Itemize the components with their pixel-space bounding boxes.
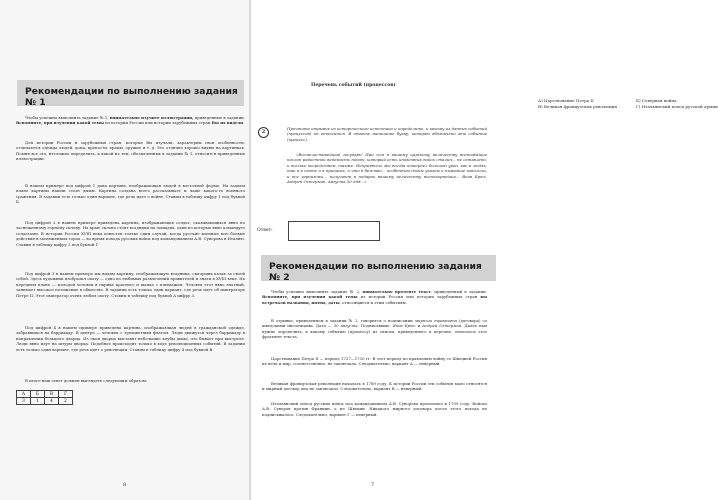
page-number-left: 8 xyxy=(123,482,127,488)
heading-band-task-1 xyxy=(17,80,244,106)
paragraph-treaty: В отрывке, приведенном в задании № 2, говорится о подписании мирного трактата (договора) со шведскими иноземцами. Дата — 30 августа. Подписавшие: Яков Брюс и Андрей Остерман. Далее нам нужно определить, к какому событию (процессу) из списка, приведенного в перечне, относится этот фрагмент текста. xyxy=(262,318,488,340)
table-value-cell: 4 xyxy=(45,398,59,405)
paragraph-answer-intro: В итоге наш ответ должен выглядеть следующим образом: xyxy=(25,378,148,383)
table-value-cell: 1 xyxy=(31,398,45,405)
table-header-cell: Г xyxy=(59,391,73,398)
table-header-cell: В xyxy=(45,391,59,398)
heading-band-task-2 xyxy=(261,255,496,281)
paragraph-option-c: Великая французская революция началась в 1789 году. К истории России эти события мало относятся и мирный договор она не заключала. Следовательно, вариант В — неверный. xyxy=(262,381,487,392)
left-page xyxy=(0,0,250,500)
paragraph-features: Для истории России и зарубежных стран, которые Вы изучали, характерны свои особенности: отличаются одежда людей, дома, крепости, храмы, оружие и т. д. Это отлично хорошо видны на картинках. Помня все это, несложно определить, к какой из тем, обозначенных в задании № 1, относится приведенные иллюстрации. xyxy=(16,140,245,162)
paragraph-image-4: Под цифрой 4 в нашем примере приведена картина, изображающая людей в гражданской одежде, забравшихся на баррикаду. В центре — человек с трехцветным флагом. Люди движутся через баррикаду в направлении большого дворца. Из окон дворца выставят небольшие клубы дыма, что бывает при выстреле. Люди явно идут на штурм дворца. Подобное происходит только в ходе революционных событий. В задании есть только один вариант, где речь идет о революции. Ставим в таблицу цифру 4 под буквой В. xyxy=(16,325,245,352)
event-option-b: Б) Северная война xyxy=(636,98,677,103)
task-number-badge: 2 xyxy=(258,127,269,138)
table-header-cell: Б xyxy=(31,391,45,398)
paragraph-intro: Чтобы успешно выполнить задание № 1, внимательно изучите иллюстрации, приведенные в задании. Вспомните, при изучении какой темы из истории России или истории зарубежных стран Вы их видели. xyxy=(16,115,245,126)
answer-label: Ответ: xyxy=(257,228,273,233)
table-header-cell: А xyxy=(17,391,31,398)
event-option-d: Г) Итальянский поход русской армии xyxy=(636,104,718,109)
table-value-cell: 2 xyxy=(59,398,73,405)
events-list-title: Перечень событий (процессов) xyxy=(311,83,396,88)
paragraph-intro-task-2: Чтобы успешно выполнить задание № 2, внимательно прочтите текст, приведенный в задании. Вспомните, при изучении какой темы из истории России или истории зарубежных стран вы встречали названия, имена, даты, относящиеся к этим событиям. xyxy=(262,289,487,305)
task-2-instruction: Прочтите отрывок из исторического источника и определите, к какому из данных событий (процессов) он относится. В ответе напишите букву, которой обозначено это событие (процесс). xyxy=(287,126,487,142)
event-option-c: В) Великая французская революция xyxy=(538,104,617,109)
page-number-right: 7 xyxy=(371,482,375,488)
event-option-a: А) Царствование Петра II xyxy=(538,98,594,103)
paragraph-image-1: В нашем примере под цифрой 1 дана картина, изображающая людей в восточной форме. На заднем плане картины нашли стоят дымы. Картина создана всего рассказывает и чаще какого-то военного сражения. В задании есть только один вариант, где речь идет о войне. Ставим в таблицу цифру 1 под буквой Б. xyxy=(16,183,245,205)
paragraph-image-2: Под цифрой 2 в нашем примере приведена картина, изображающая солдат, сказывающихся явно по заснеженному горному склону. На краю склона стоят всадники на лошадях, один из которых явно командует солдатами. В истории России XVIII века известен только один случай, когда русские военные всю боевые действия в заснеженных горах — во время похода русских войск под командованием А.В. Суворова в Италию. Ставим в таблицу цифру 2 под буквой Г. xyxy=(16,220,246,247)
answer-table xyxy=(16,390,73,405)
paragraph-option-a: Царствование Петра II — период 1727—1730 гг. В этот период по правлению войну со Швецией Россия не вела и мир, соответственно, не заключала. Следовательно, вариант А — неверный. xyxy=(262,356,487,367)
table-value-cell: 3 xyxy=(17,398,31,405)
paragraph-image-3: Под цифрой 3 в нашем примере мы видим картину, изображающую всадника, скачущих казак за своей собой. Здесь художник изобразил охоту — одно из любимых развлечений правителей и знати в XVIII веке. На переднем плане — молодой человек в парике красного и шапке с плюмажем. Человек этот явно знатный, занимает высокое положение в обществе. В задании есть только один вариант, где речь идет об императоре Петре II. Этот император очень любил охоту. Ставим в таблицу под буквой А цифру 3. xyxy=(16,271,245,298)
paragraph-option-d: Итальянский поход русских войск под командованием А.В. Суворова произошел в 1799 году. Войска А.В. Суворов против Франции, а не Швеции. Никакого мирного договора после этого похода не подписывалось. Следовательно, вариант Г — неверный. xyxy=(262,401,487,417)
answer-box xyxy=(288,221,380,241)
heading-task-1: Рекомендации по выполнению задания № 1 xyxy=(25,86,238,108)
right-page xyxy=(251,0,718,500)
task-2-quote: «Всемилостивейший государь! При сем я вашему царскому величеству всенижайше послан радостной ведомость подаю, который есть иноземных войск сталин... не оставлено, и только посредством, также. Неприятель же всегда потерпел большой урон, как в людях, так и в скоте и в припасах, и что в бегство... особенным своим указом и нижайше изволили, и все гарнизоны... получают в подарок вашему величеству всепокорнейше... Яков Брюс, Андрей Остерман. Августа 30 дня...» xyxy=(287,152,487,185)
heading-task-2: Рекомендации по выполнению задания № 2 xyxy=(269,261,482,283)
